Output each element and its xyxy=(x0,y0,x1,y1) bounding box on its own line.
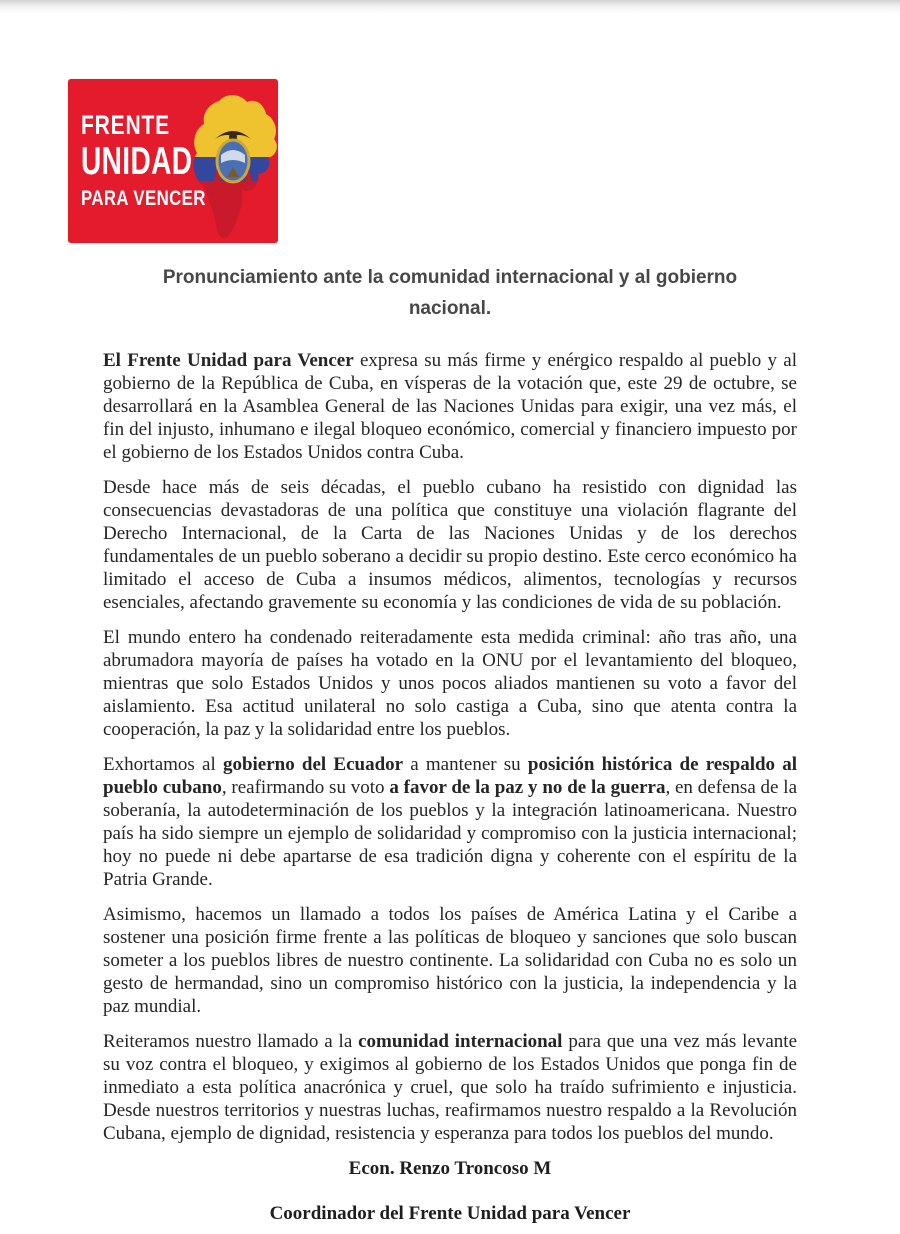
paragraph: Reiteramos nuestro llamado a la comunidad internacional para que una vez más levante su voz contra el bloqueo, y exigimos al gobierno de los Estados Unidos que ponga fin de inmediato a esta política anacrónica y cruel, que solo ha traído sufrimiento e injusticia. Desde nuestros territorios y nuestras luchas, reafirmamos nuestro respaldo a la Revolución Cubana, ejemplo de dignidad, resistencia y esperanza para todos los pueblos del mundo. xyxy=(103,1031,797,1144)
paragraph: Exhortamos al gobierno del Ecuador a mantener su posición histórica de respaldo al pueblo cubano, reafirmando su voto a favor de la paz y no de la guerra, en defensa de la soberanía, la autodeterminación de los pueblos y la integración latinoamericana. Nuestro país ha sido siempre un ejemplo de solidaridad y compromiso con la justicia internacional; hoy no puede ni debe apartarse de esa tradición digna y coherente con el espíritu de la Patria Grande. xyxy=(103,754,798,890)
document-body xyxy=(103,349,797,1145)
document-title xyxy=(103,262,797,324)
frente-unidad-logo xyxy=(68,79,278,243)
paragraph: Desde hace más de seis décadas, el pueblo cubano ha resistido con dignidad las consecuencias devastadoras de una política que constituye una violación flagrante del Derecho Internacional, de la Carta de las Naciones Unidas y de los derechos fundamentales de un pueblo soberano a decidir su propio destino. Este cerco económico ha limitado el acceso de Cuba a insumos médicos, alimentos, tecnologías y recursos esenciales, afectando gravemente su economía y las condiciones de vida de su población. xyxy=(103,477,797,613)
paragraph: Asimismo, hacemos un llamado a todos los países de América Latina y el Caribe a sostener una posición firme frente a las políticas de bloqueo y sanciones que solo buscan someter a los pueblos libres de nuestro continente. La solidaridad con Cuba no es solo un gesto de hermandad, sino un compromiso histórico con la justicia, la independencia y la paz mundial. xyxy=(103,904,797,1017)
logo-line-frente: FRENTE xyxy=(81,110,170,140)
ecuador-map-flag-icon xyxy=(189,93,278,243)
signature-block xyxy=(103,1157,797,1225)
paragraph: El Frente Unidad para Vencer expresa su más firme y enérgico respaldo al pueblo y al gobierno de la República de Cuba, en vísperas de la votación que, este 29 de octubre, se desarrollará en la Asamblea General de las Naciones Unidas para exigir, una vez más, el fin del injusto, inhumano e ilegal bloqueo económico, comercial y financiero impuesto por el gobierno de los Estados Unidos contra Cuba. xyxy=(103,350,797,463)
paragraph: El mundo entero ha condenado reiteradamente esta medida criminal: año tras año, una abrumadora mayoría de países ha votado en la ONU por el levantamiento del bloqueo, mientras que solo Estados Unidos y unos pocos aliados mantienen su voto a favor del aislamiento. Esa actitud unilateral no solo castiga a Cuba, sino que atenta contra la cooperación, la paz y la solidaridad entre los pueblos. xyxy=(103,627,797,740)
document-content xyxy=(103,262,797,1225)
title-line-2: nacional. xyxy=(408,298,492,319)
logo-line-para-vencer: PARA VENCER xyxy=(81,187,206,210)
signature-role: Coordinador del Frente Unidad para Vencer xyxy=(269,1203,631,1224)
signature-name: Econ. Renzo Troncoso M xyxy=(348,1158,552,1179)
logo-line-unidad: UNIDAD xyxy=(81,140,193,183)
title-line-1: Pronunciamiento ante la comunidad internacional y al gobierno xyxy=(162,267,738,288)
scan-shadow xyxy=(0,0,900,14)
